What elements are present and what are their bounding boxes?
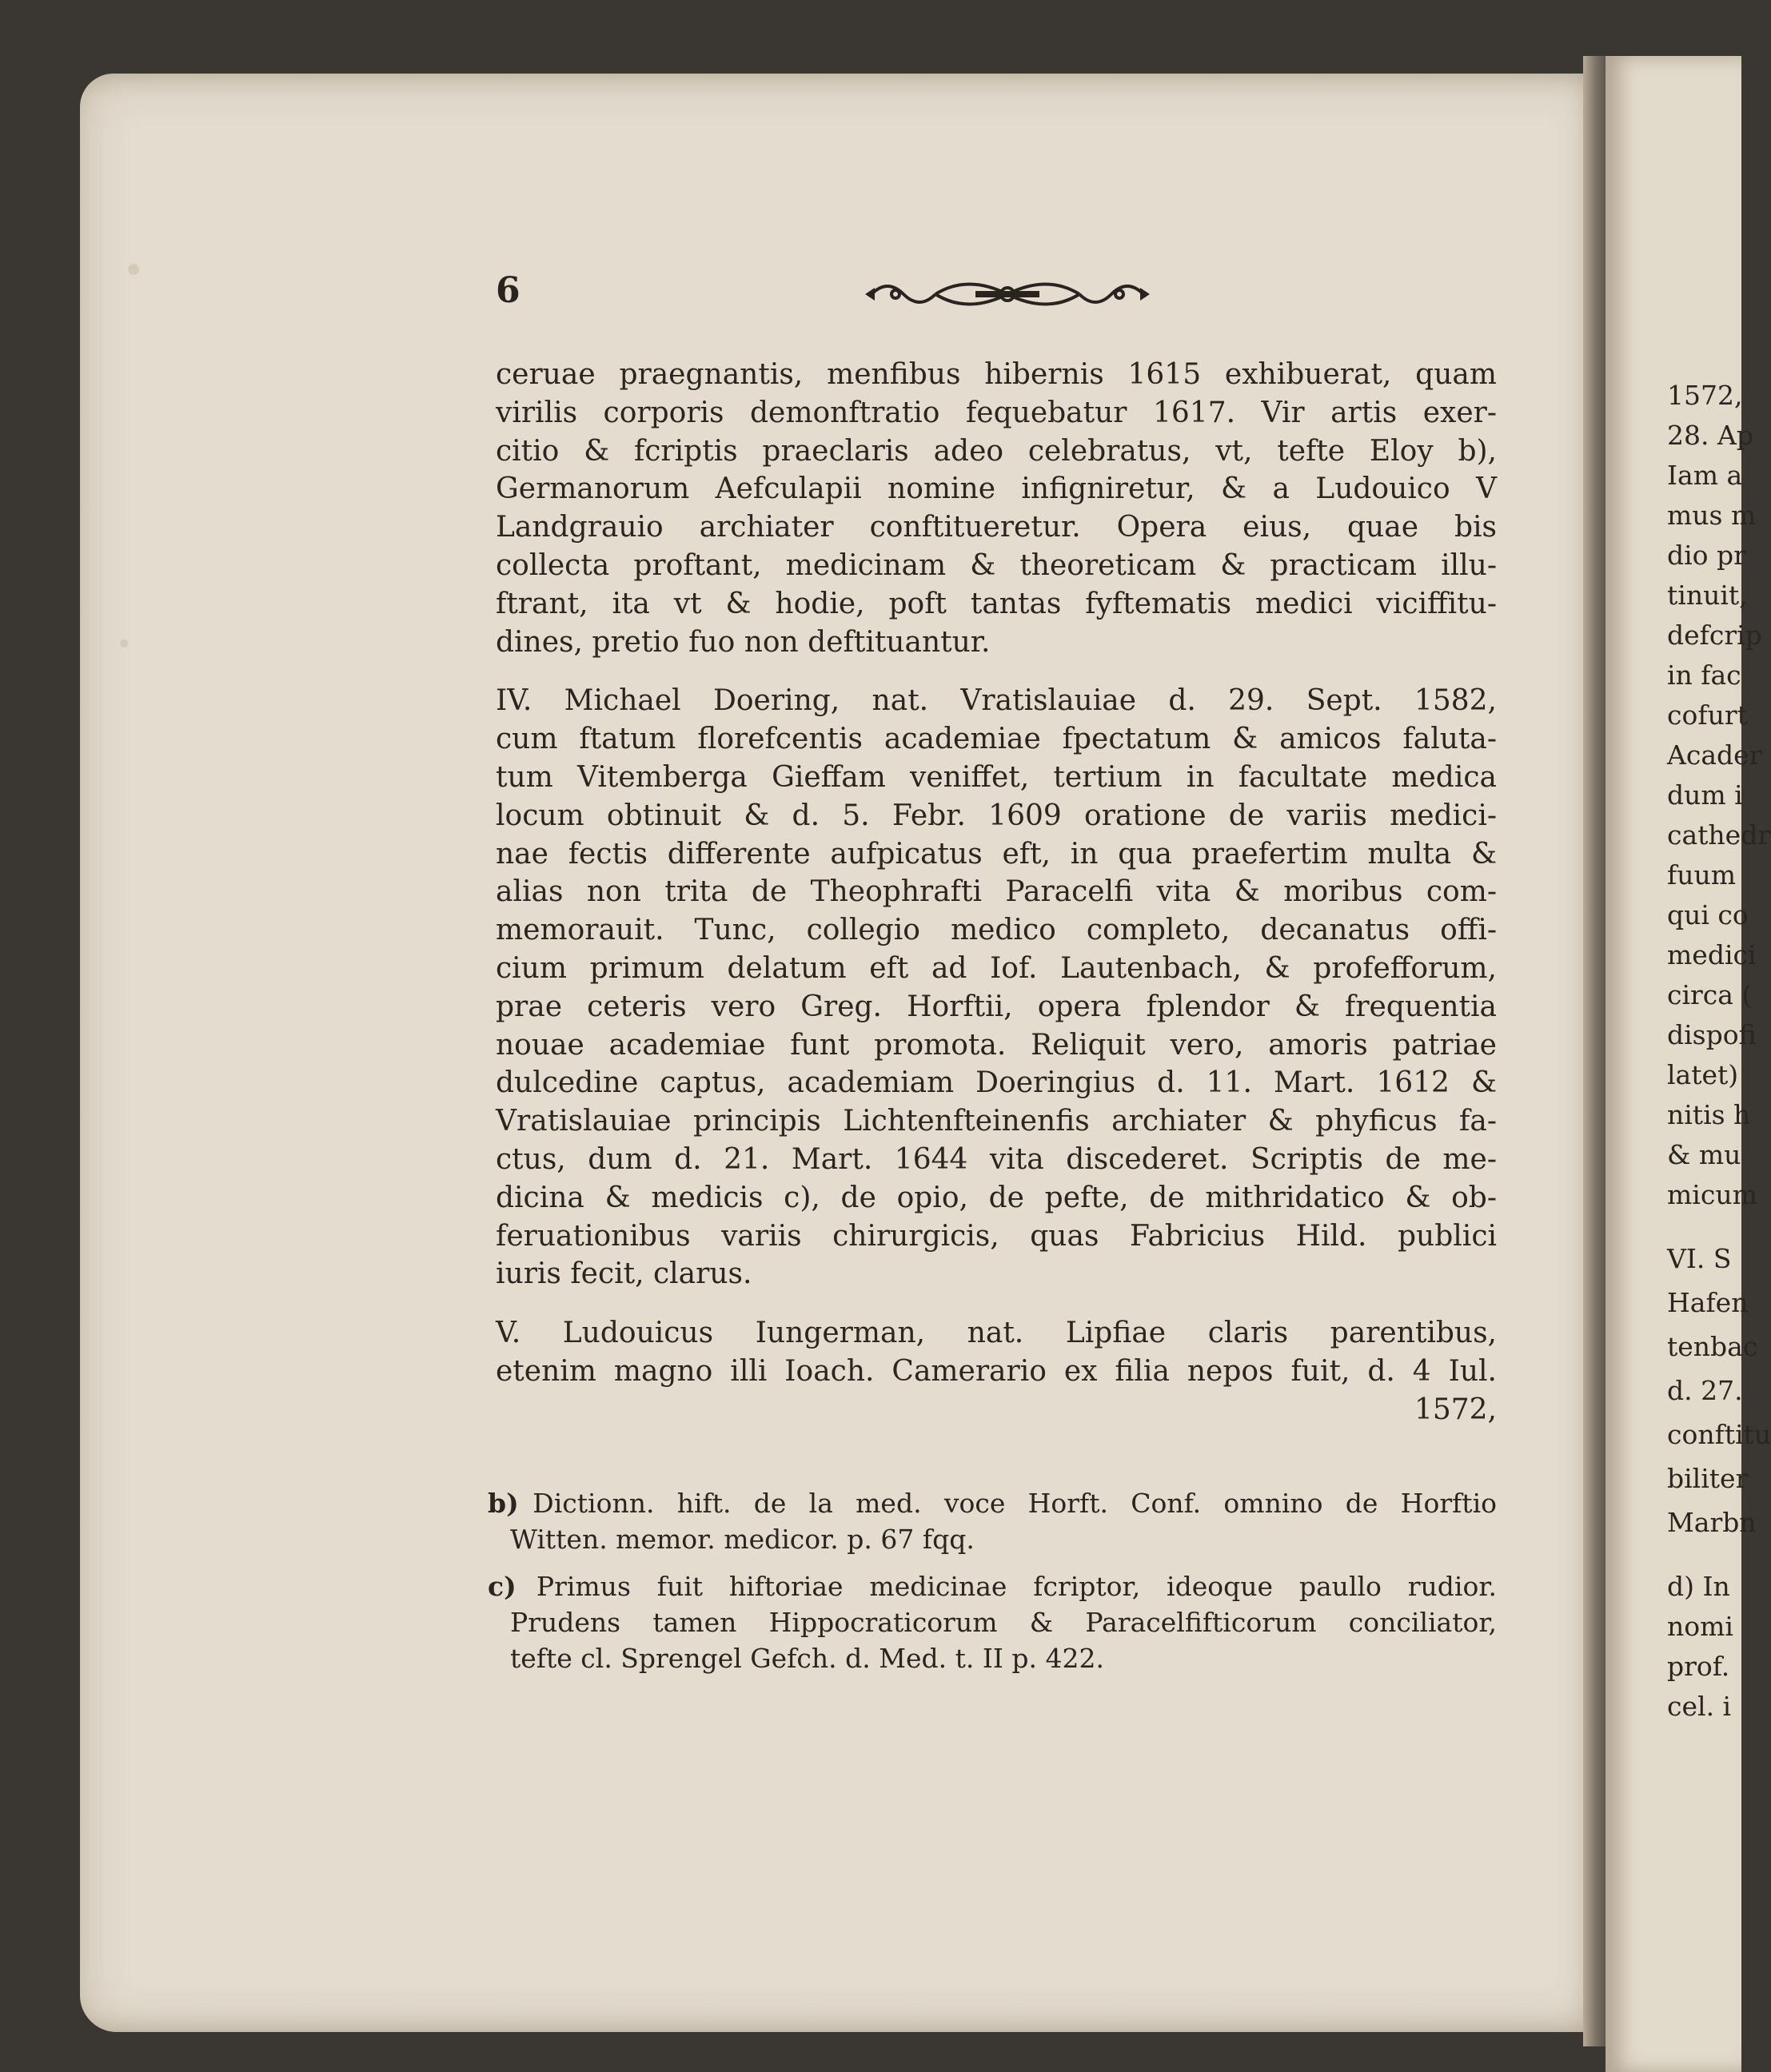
text-line: citio & fcriptis praeclaris adeo celebratus, vt, tefte Eloy b), <box>496 434 1497 468</box>
facing-line: tinuit, <box>1667 580 1748 611</box>
facing-line: qui co <box>1667 899 1749 930</box>
text-line: nae fectis differente aufpicatus eft, in qua praefertim multa & <box>496 837 1497 871</box>
text-line: feruationibus variis chirurgicis, quas Fabricius Hild. publici <box>496 1219 1497 1253</box>
footnote-gap <box>488 1557 1497 1568</box>
text-line: ceruae praegnantis, menfibus hibernis 1615 exhibuerat, quam <box>496 358 1497 391</box>
book-gutter <box>1583 56 1607 2046</box>
footnote-line: Witten. memor. medicor. p. 67 fqq. <box>510 1524 975 1555</box>
text-line: Landgrauio archiater conftitueretur. Opera eius, quae bis <box>496 511 1497 544</box>
facing-line: tenbac <box>1667 1331 1758 1362</box>
paragraph <box>496 682 1497 1293</box>
ornament-icon <box>864 270 1151 318</box>
facing-line: d) In <box>1667 1571 1730 1602</box>
text-line: V. Ludouicus Iungerman, nat. Lipfiae claris parentibus, <box>496 1317 1497 1350</box>
footnotes <box>488 1485 1497 1676</box>
text-line: nouae academiae funt promota. Reliquit vero, amoris patriae <box>496 1028 1497 1062</box>
text-line: locum obtinuit & d. 5. Febr. 1609 oratione de variis medici- <box>496 799 1497 832</box>
catchword: 1572, <box>1414 1393 1497 1426</box>
text-line: memorauit. Tunc, collegio medico completo, decanatus offi- <box>496 914 1497 947</box>
footnote-line: tefte cl. Sprengel Gefch. d. Med. t. II p. 422. <box>510 1643 1105 1674</box>
footnote-mark: c) <box>488 1571 517 1602</box>
facing-line: in fac <box>1667 659 1741 691</box>
footnote-mark: b) <box>488 1488 519 1519</box>
facing-line: 1572, <box>1667 380 1743 411</box>
facing-line: micum <box>1667 1179 1757 1210</box>
paragraph-gap <box>496 661 1497 682</box>
text-line: IV. Michael Doering, nat. Vratislauiae d. 29. Sept. 1582, <box>496 684 1497 718</box>
paper-spot <box>120 640 128 648</box>
facing-line: Hafen <box>1667 1287 1749 1318</box>
facing-line: VI. S <box>1667 1243 1732 1274</box>
facing-line: d. 27. <box>1667 1375 1743 1406</box>
page-header <box>496 270 1487 326</box>
facing-line: dio pr <box>1667 540 1746 571</box>
text-line: dines, pretio fuo non deftituantur. <box>496 625 991 659</box>
facing-line: nitis h <box>1667 1099 1751 1130</box>
facing-line: conftitu <box>1667 1419 1771 1450</box>
facing-line: dispofi <box>1667 1019 1757 1050</box>
facing-line: 28. Ap <box>1667 420 1753 451</box>
facing-line: fuum <box>1667 859 1737 891</box>
text-line: collecta proftant, medicinam & theoreticam & practicam illu- <box>496 548 1497 582</box>
facing-line: biliter <box>1667 1463 1749 1494</box>
text-line: virilis corporis demonftratio fequebatur 1617. Vir artis exer- <box>496 396 1497 429</box>
footnote-text: Primus fuit hiftoriae medicinae fcriptor, ideoque paullo rudior. <box>536 1571 1497 1602</box>
facing-line: dum i <box>1667 779 1743 811</box>
text-line: Vratislauiae principis Lichtenfteinenfis archiater & phyficus fa- <box>496 1105 1497 1138</box>
text-line: dicina & medicis c), de opio, de pefte, de mithridatico & ob- <box>496 1181 1497 1214</box>
text-line: iuris fecit, clarus. <box>496 1257 752 1291</box>
text-line: tum Vitemberga Gieffam veniffet, tertium in facultate medica <box>496 760 1497 794</box>
facing-line: mus m <box>1667 500 1757 531</box>
text-line: ftrant, ita vt & hodie, poft tantas fyftematis medici viciffitu- <box>496 587 1497 620</box>
facing-line: medici <box>1667 939 1757 970</box>
footnote-text: Dictionn. hift. de la med. voce Horft. Conf. omnino de Horftio <box>532 1488 1497 1519</box>
main-text <box>496 356 1497 1429</box>
paragraph-gap <box>496 1293 1497 1314</box>
facing-line: nomi <box>1667 1611 1733 1642</box>
paper-spot <box>128 264 139 275</box>
text-line: alias non trita de Theophrafti Paracelfi vita & moribus com- <box>496 875 1497 909</box>
facing-line: cathedr <box>1667 819 1771 851</box>
facing-line: cofurt <box>1667 699 1748 731</box>
facing-line: Marbn <box>1667 1507 1757 1538</box>
text-line: dulcedine captus, academiam Doeringius d. 11. Mart. 1612 & <box>496 1066 1497 1100</box>
facing-line: cel. i <box>1667 1691 1732 1722</box>
facing-line: & mu <box>1667 1139 1741 1170</box>
paragraph <box>496 1314 1497 1391</box>
text-line: cum ftatum florefcentis academiae fpectatum & amicos faluta- <box>496 723 1497 756</box>
text-line: ctus, dum d. 21. Mart. 1644 vita discederet. Scriptis de me- <box>496 1142 1497 1176</box>
text-line: prae ceteris vero Greg. Horftii, opera fplendor & frequentia <box>496 990 1497 1023</box>
facing-line: Iam a <box>1667 460 1743 491</box>
footnote-line <box>488 1485 1497 1521</box>
footnote-line: Prudens tamen Hippocraticorum & Paracelfifticorum conciliator, <box>510 1607 1497 1638</box>
text-line: etenim magno illi Ioach. Camerario ex filia nepos fuit, d. 4 Iul. <box>496 1354 1497 1388</box>
footnote-line <box>488 1568 1497 1604</box>
page-number: 6 <box>496 270 521 311</box>
text-line: cium primum delatum eft ad Iof. Lautenbach, & profefforum, <box>496 951 1497 985</box>
text-line: Germanorum Aefculapii nomine infigniretur, & a Ludouico V <box>496 472 1497 506</box>
facing-line: latet) <box>1667 1059 1739 1090</box>
facing-line: Acader <box>1667 739 1762 771</box>
facing-line: defcrip <box>1667 620 1762 651</box>
facing-line: circa ( <box>1667 979 1753 1010</box>
facing-line: prof. <box>1667 1651 1730 1682</box>
paragraph <box>496 356 1497 661</box>
